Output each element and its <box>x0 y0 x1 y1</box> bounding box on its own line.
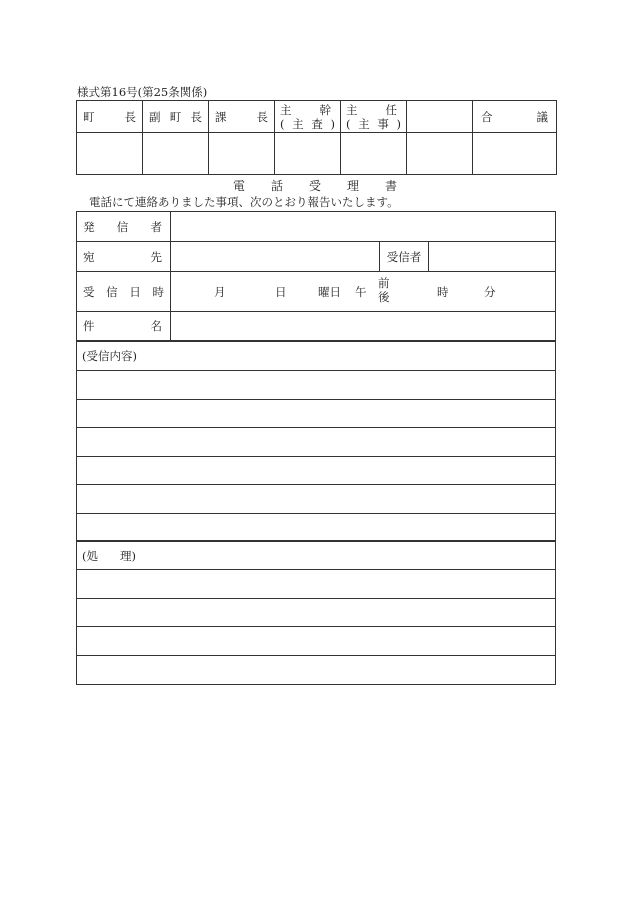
handling-line[interactable] <box>77 599 555 628</box>
received-content-heading: (受信内容) <box>77 342 555 371</box>
received-datetime-row <box>77 272 555 312</box>
approval-header-chief-manager: 主 幹 ( 主 査 ) <box>275 101 341 133</box>
subject-row <box>77 312 555 342</box>
handling-heading: (処 理) <box>77 542 555 570</box>
received-datetime-label: 受 信 日 時 <box>77 272 171 311</box>
subject-label: 件 名 <box>77 312 171 340</box>
day-label: 日 <box>275 284 287 299</box>
approval-header-chief-clerk: 主 任 ( 主 事 ) <box>341 101 407 133</box>
ampm-label: 前 後 <box>378 276 390 304</box>
handling-line[interactable] <box>77 656 555 685</box>
approval-header-section-chief: 課 長 <box>209 101 275 133</box>
phone-report-form <box>76 211 556 685</box>
minute-label: 分 <box>484 284 496 299</box>
approval-stamp-table <box>76 100 557 175</box>
noon-label: 午 <box>355 284 367 299</box>
subject-field[interactable] <box>171 312 555 340</box>
approval-header-consultation: 合 議 <box>473 101 557 133</box>
weekday-label: 曜日 <box>318 284 341 299</box>
month-label: 月 <box>214 284 226 299</box>
handling-line[interactable] <box>77 570 555 599</box>
seal-box-chief-clerk[interactable] <box>341 133 407 175</box>
received-content-line[interactable] <box>77 485 555 514</box>
intro-text: 電話にて連絡ありました事項、次のとおり報告いたします。 <box>89 195 399 209</box>
addressee-field[interactable] <box>171 242 379 271</box>
caller-row <box>77 212 555 242</box>
seal-box-blank[interactable] <box>407 133 473 175</box>
received-datetime-field[interactable] <box>171 272 555 311</box>
form-number: 様式第16号(第25条関係) <box>77 85 208 99</box>
seal-box-section-chief[interactable] <box>209 133 275 175</box>
document-title: 電 話 受 理 書 <box>232 179 398 193</box>
received-content-line[interactable] <box>77 371 555 400</box>
hour-label: 時 <box>437 284 449 299</box>
addressee-row <box>77 242 555 272</box>
approval-header-deputy-mayor: 副 町 長 <box>143 101 209 133</box>
seal-box-chief-manager[interactable] <box>275 133 341 175</box>
received-content-line[interactable] <box>77 400 555 429</box>
received-content-line[interactable] <box>77 428 555 457</box>
seal-box-town-mayor[interactable] <box>77 133 143 175</box>
received-content-line[interactable] <box>77 514 555 543</box>
seal-box-consultation[interactable] <box>473 133 557 175</box>
approval-header-blank <box>407 101 473 133</box>
seal-box-deputy-mayor[interactable] <box>143 133 209 175</box>
caller-field[interactable] <box>171 212 555 241</box>
receiver-field[interactable] <box>429 242 555 271</box>
receiver-label: 受信者 <box>379 242 429 271</box>
received-content-line[interactable] <box>77 457 555 486</box>
addressee-label: 宛 先 <box>77 242 171 271</box>
caller-label: 発 信 者 <box>77 212 171 241</box>
approval-header-town-mayor: 町 長 <box>77 101 143 133</box>
handling-line[interactable] <box>77 627 555 656</box>
